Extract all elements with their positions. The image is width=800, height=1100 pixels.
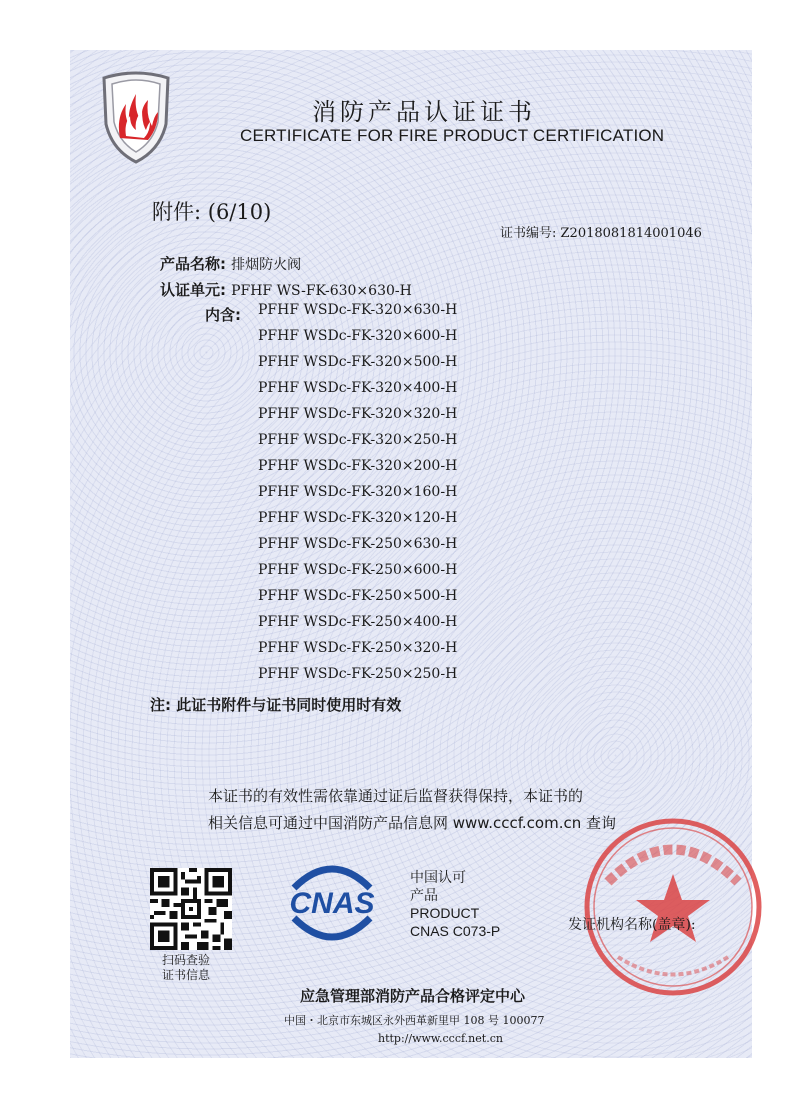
product-name-label: 产品名称: xyxy=(160,255,226,273)
accreditation-line2: 产品 xyxy=(410,887,438,903)
validity-statement-line1: 本证书的有效性需依靠通过证后监督获得保持，本证书的 xyxy=(208,787,584,805)
qr-caption xyxy=(162,953,210,983)
list-item: PFHF WSDc-FK-250×250-H xyxy=(258,666,458,682)
title-english: CERTIFICATE FOR FIRE PRODUCT CERTIFICATION xyxy=(240,126,665,145)
red-official-seal-icon xyxy=(578,812,768,1002)
certificate-number: 证书编号: Z2018081814001046 xyxy=(500,226,702,241)
organization-address: 中国・北京市东城区永外西革新里甲 108 号 100077 xyxy=(284,1014,545,1027)
list-item: PFHF WSDc-FK-320×600-H xyxy=(258,328,458,344)
validity-statement-line2: 相关信息可通过中国消防产品信息网 www.cccf.com.cn 查询 xyxy=(208,814,616,832)
list-item: PFHF WSDc-FK-320×630-H xyxy=(258,302,458,318)
list-item: PFHF WSDc-FK-250×400-H xyxy=(258,614,458,630)
list-item: PFHF WSDc-FK-320×400-H xyxy=(258,380,458,396)
list-item: PFHF WSDc-FK-320×500-H xyxy=(258,354,458,370)
accreditation-line1: 中国认可 xyxy=(410,869,466,885)
flame-shield-icon xyxy=(96,66,176,166)
accreditation-line3: PRODUCT xyxy=(410,905,480,921)
product-name-value: 排烟防火阀 xyxy=(231,257,302,273)
list-item: PFHF WSDc-FK-250×630-H xyxy=(258,536,458,552)
qr-caption-line2: 证书信息 xyxy=(162,968,211,982)
cert-unit-value: PFHF WS-FK-630×630-H xyxy=(231,283,412,299)
cnas-logo-icon xyxy=(272,858,392,948)
list-item: PFHF WSDc-FK-320×250-H xyxy=(258,432,458,448)
list-item: PFHF WSDc-FK-250×600-H xyxy=(258,562,458,578)
title-chinese: 消防产品认证证书 xyxy=(312,98,536,126)
cert-unit-row xyxy=(160,279,412,300)
cert-unit-label: 认证单元: xyxy=(160,281,226,299)
cnas-logo-text: CNAS xyxy=(289,887,375,920)
annex-page-indicator: 附件: (6/10) xyxy=(152,200,272,224)
product-name-row xyxy=(160,253,301,274)
qr-code-icon[interactable] xyxy=(150,868,232,950)
list-item: PFHF WSDc-FK-320×200-H xyxy=(258,458,458,474)
accreditation-block xyxy=(410,868,500,940)
list-item: PFHF WSDc-FK-320×320-H xyxy=(258,406,458,422)
list-item: PFHF WSDc-FK-320×160-H xyxy=(258,484,458,500)
issuer-label: 发证机构名称(盖章): xyxy=(568,917,696,933)
issuing-organization: 应急管理部消防产品合格评定中心 xyxy=(300,987,526,1005)
annex-validity-note: 注: 此证书附件与证书同时使用时有效 xyxy=(150,696,402,714)
contains-label: 内含: xyxy=(205,306,241,324)
list-item: PFHF WSDc-FK-250×320-H xyxy=(258,640,458,656)
list-item: PFHF WSDc-FK-320×120-H xyxy=(258,510,458,526)
organization-website-link[interactable]: http://www.cccf.net.cn xyxy=(378,1032,503,1045)
qr-caption-line1: 扫码查验 xyxy=(162,953,211,967)
accreditation-line4: CNAS C073-P xyxy=(410,923,501,939)
list-item: PFHF WSDc-FK-250×500-H xyxy=(258,588,458,604)
